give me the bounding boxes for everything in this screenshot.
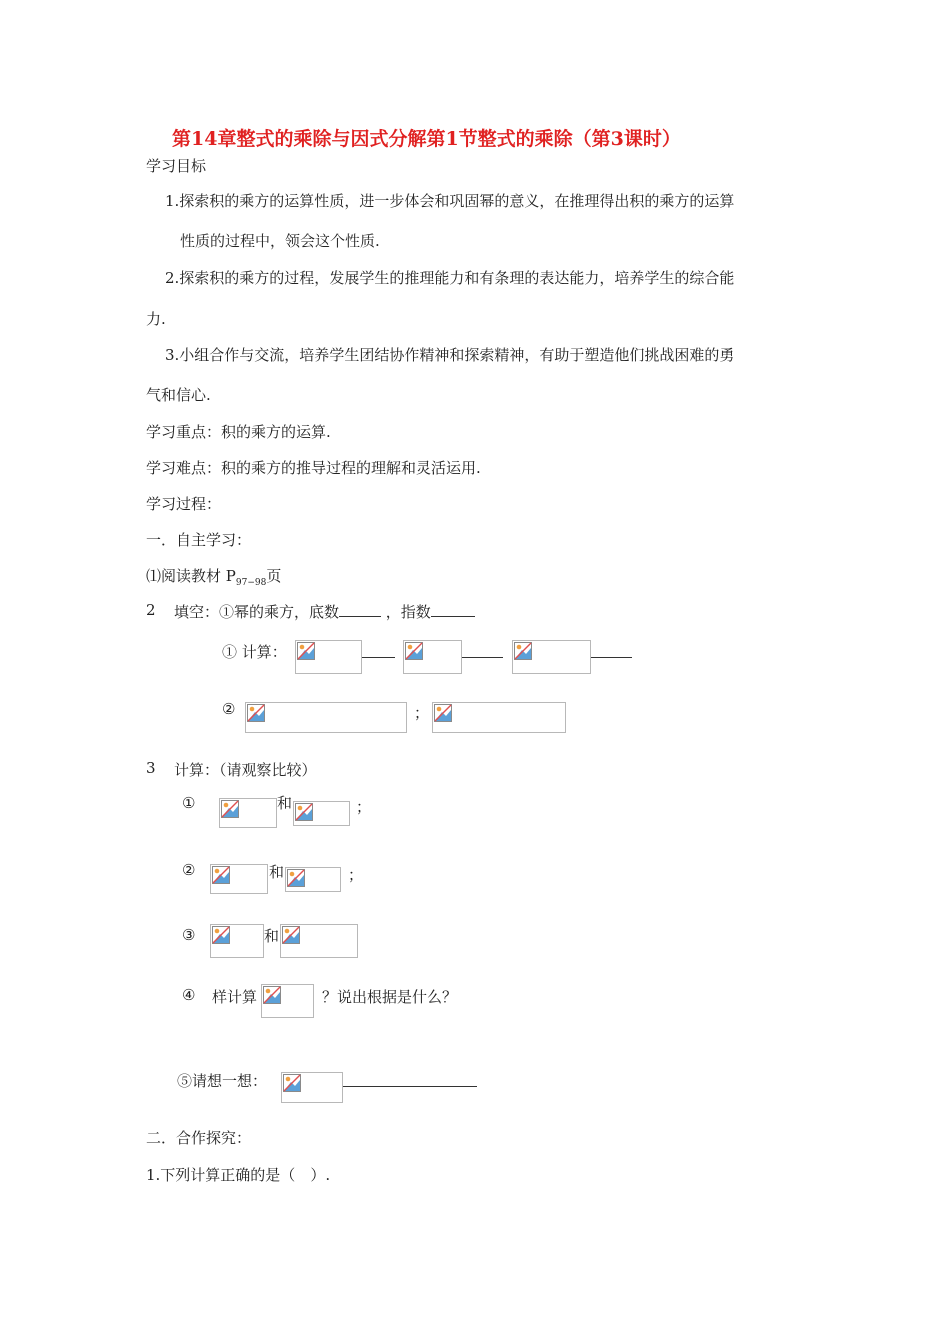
and-3: 和 <box>264 927 280 945</box>
broken-image-icon <box>287 869 305 887</box>
formula-image <box>293 801 350 826</box>
semicolon-1: ； <box>356 798 372 816</box>
item-2-mid: ，指数 <box>385 603 431 621</box>
objective-2-line-1: 2.探索积的乘方的过程，发展学生的推理能力和有条理的表达能力，培养学生的综合能 <box>165 269 735 287</box>
broken-image-icon <box>212 866 230 884</box>
formula-image <box>281 1072 343 1103</box>
circled-4-label: ④ <box>182 986 196 1004</box>
item-3-text: 计算：（请观察比较） <box>174 761 317 779</box>
broken-image-icon <box>405 642 423 660</box>
answer-blank-1[interactable] <box>361 641 395 658</box>
page-title: 第14章整式的乘除与因式分解第1节整式的乘除（第3课时） <box>172 128 681 150</box>
formula-image <box>285 867 341 892</box>
formula-image <box>245 702 407 733</box>
key-point: 学习重点：积的乘方的运算. <box>146 423 331 441</box>
objective-1-line-2: 性质的过程中，领会这个性质. <box>180 232 380 250</box>
broken-image-icon <box>434 704 452 722</box>
question-4-after: ？说出根据是什么？ <box>322 988 458 1006</box>
formula-image <box>261 984 314 1018</box>
broken-image-icon <box>247 704 265 722</box>
item-2-fill <box>174 601 475 622</box>
formula-image <box>210 924 264 958</box>
think-answer-line[interactable] <box>343 1070 477 1087</box>
objective-2-line-2: 力. <box>146 310 166 328</box>
exponent-blank[interactable] <box>431 601 475 617</box>
objectives-heading: 学习目标 <box>146 157 207 175</box>
section-two-heading: 二．合作探究： <box>146 1129 252 1147</box>
circled-2-label: ② <box>182 861 196 879</box>
base-blank[interactable] <box>339 601 381 617</box>
question-4-text: 样计算 <box>212 988 258 1006</box>
formula-image <box>219 798 277 828</box>
circled-3-label: ③ <box>182 926 196 944</box>
broken-image-icon <box>297 642 315 660</box>
broken-image-icon <box>283 1074 301 1092</box>
broken-image-icon <box>282 926 300 944</box>
item-1-pages: 97−98 <box>235 578 267 588</box>
formula-image <box>280 924 358 958</box>
difficulty: 学习难点：积的乘方的推导过程的理解和灵活运用. <box>146 459 481 477</box>
formula-image <box>512 640 591 674</box>
item-1-suffix: 页 <box>266 567 282 585</box>
broken-image-icon <box>295 803 313 821</box>
semicolon-a: ； <box>414 704 430 722</box>
broken-image-icon <box>514 642 532 660</box>
item-2-number: 2 <box>146 601 156 619</box>
formula-image <box>295 640 362 674</box>
broken-image-icon <box>263 986 281 1004</box>
section-one-heading: 一．自主学习： <box>146 531 252 549</box>
process-heading: 学习过程： <box>146 495 222 513</box>
answer-blank-2[interactable] <box>461 641 503 658</box>
think-label: ⑤请想一想： <box>177 1072 268 1090</box>
and-1: 和 <box>277 794 293 812</box>
circled-2: ② <box>222 700 236 718</box>
broken-image-icon <box>212 926 230 944</box>
objective-3-line-1: 3.小组合作与交流，培养学生团结协作精神和探索精神，有助于塑造他们挑战困难的勇 <box>165 346 735 364</box>
item-3-number: 3 <box>146 759 156 777</box>
formula-image <box>210 864 268 894</box>
item-1-prefix: ⑴阅读教材 P <box>146 567 236 585</box>
formula-image <box>403 640 462 674</box>
coop-question-1: 1.下列计算正确的是（ ）. <box>146 1166 331 1184</box>
calc-label: ① 计算： <box>222 643 287 661</box>
objective-3-line-2: 气和信心. <box>146 386 211 404</box>
item-1 <box>146 565 281 588</box>
circled-1-label: ① <box>182 794 196 812</box>
objective-1-line-1: 1.探索积的乘方的运算性质，进一步体会和巩固幂的意义，在推理得出积的乘方的运算 <box>165 192 735 210</box>
formula-image <box>432 702 566 733</box>
item-2-text: 填空：①幂的乘方，底数 <box>174 603 340 621</box>
broken-image-icon <box>221 800 239 818</box>
semicolon-2: ； <box>348 866 364 884</box>
answer-blank-3[interactable] <box>590 641 632 658</box>
and-2: 和 <box>269 863 285 881</box>
